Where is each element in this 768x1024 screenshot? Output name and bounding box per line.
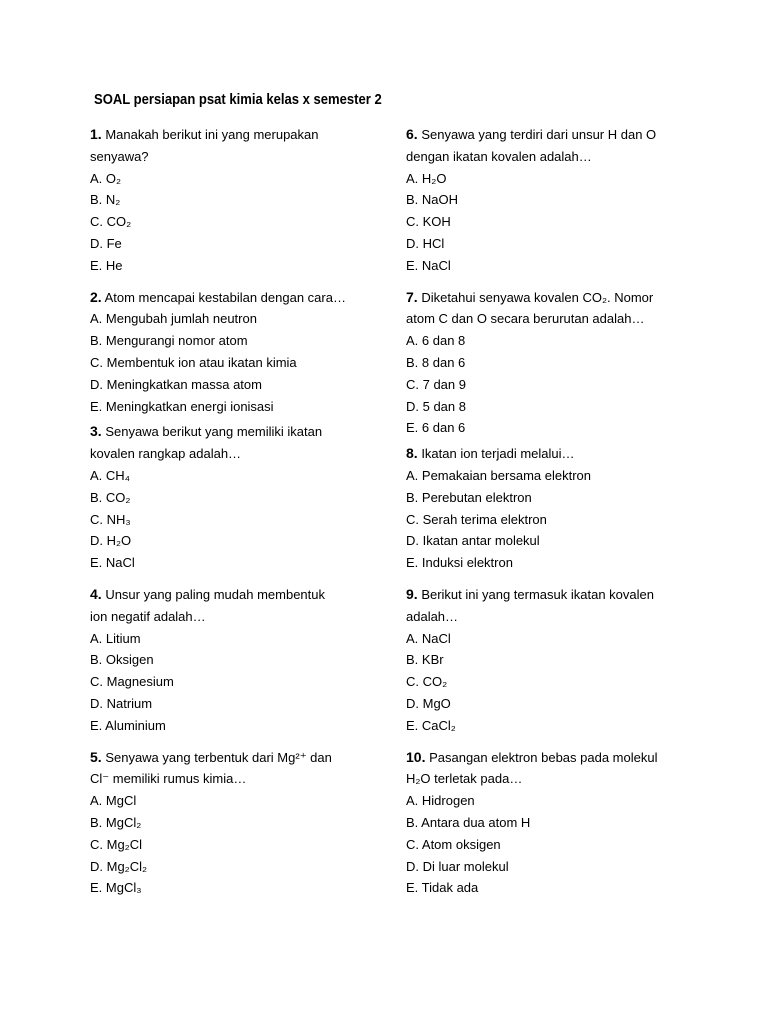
option-b: B. NaOH [406, 192, 459, 208]
option-d: D. Natrium [90, 695, 153, 711]
option-c: C. Magnesium [90, 674, 174, 690]
question-text: Berikut ini yang termasuk ikatan kovalen [421, 586, 654, 602]
option-e: E. CaCl₂ [406, 717, 456, 733]
option-e: E. NaCl [406, 257, 451, 273]
left-column [90, 124, 390, 909]
question-text: Senyawa yang terdiri dari unsur H dan O [421, 127, 657, 142]
option-c: C. Serah terima elektron [406, 511, 547, 527]
question-text-line [90, 747, 390, 769]
question-number: 6. [406, 126, 418, 142]
option-a: A. O₂ [90, 170, 122, 186]
question-1 [90, 124, 390, 277]
option-e: E. MgCl₃ [90, 880, 142, 896]
question-number: 4. [90, 585, 102, 602]
question-2 [90, 287, 390, 418]
document-title: SOAL persiapan psat kimia kelas x semester 2 [94, 92, 382, 108]
option-a: A. H₂O [406, 170, 447, 186]
option-b: B. CO₂ [90, 489, 131, 505]
option-a: A. Hidrogen [406, 793, 475, 809]
question-text: Manakah berikut ini yang merupakan [105, 127, 319, 142]
option-b: B. KBr [406, 652, 444, 668]
option-c: C. Membentuk ion atau ikatan kimia [90, 354, 297, 370]
question-text-line [90, 287, 390, 309]
question-text-line [90, 421, 390, 443]
option-c: C. Mg₂Cl [90, 836, 142, 852]
option-e: E. Tidak ada [406, 880, 479, 896]
question-number: 3. [90, 423, 102, 440]
question-text-line [90, 584, 390, 606]
option-d: D. Di luar molekul [406, 858, 509, 874]
option-b: B. Antara dua atom H [406, 814, 531, 830]
option-c: C. Atom oksigen [406, 836, 501, 852]
option-a: A. Mengubah jumlah neutron [90, 311, 257, 327]
question-4 [90, 584, 390, 737]
question-7 [406, 287, 706, 440]
question-10 [406, 747, 706, 900]
question-text: Unsur yang paling mudah membentuk [105, 586, 325, 602]
option-d: D. Meningkatkan massa atom [90, 376, 262, 392]
option-b: B. Mengurangi nomor atom [90, 333, 248, 349]
option-b: B. 8 dan 6 [406, 354, 466, 370]
question-number: 10. [406, 748, 426, 765]
option-b: B. Perebutan elektron [406, 489, 532, 505]
question-text-line [406, 287, 706, 309]
option-a: A. Pemakaian bersama elektron [406, 467, 591, 483]
question-6 [406, 124, 706, 277]
option-b: B. N₂ [90, 192, 121, 208]
option-e: E. NaCl [90, 555, 135, 571]
option-b: B. Oksigen [90, 652, 154, 668]
option-c: C. NH₃ [90, 511, 131, 527]
option-e: E. He [90, 257, 123, 273]
option-d: D. MgO [406, 695, 451, 711]
question-text-line [406, 443, 706, 465]
question-5 [90, 747, 390, 900]
option-d: D. 5 dan 8 [406, 398, 466, 414]
option-d: D. H₂O [90, 533, 132, 549]
question-text: Ikatan ion terjadi melalui… [421, 446, 575, 462]
right-column [406, 124, 706, 909]
question-text-line: H₂O terletak pada… [406, 771, 523, 787]
question-text-line: adalah… [406, 608, 459, 624]
option-c: C. CO₂ [90, 214, 132, 230]
option-e: E. 6 dan 6 [406, 420, 466, 436]
option-a: A. Litium [90, 630, 141, 646]
question-text: Senyawa yang terbentuk dari Mg²⁺ dan [105, 749, 332, 765]
option-d: D. HCl [406, 235, 445, 251]
question-number: 1. [90, 126, 102, 142]
question-text-line: Cl⁻ memiliki rumus kimia… [90, 771, 247, 787]
question-text-line: atom C dan O secara berurutan adalah… [406, 311, 645, 327]
question-text: Senyawa berikut yang memiliki ikatan [105, 424, 323, 440]
question-text-line: ion negatif adalah… [90, 608, 206, 624]
option-e: E. Induksi elektron [406, 555, 513, 571]
question-text-line: dengan ikatan kovalen adalah… [406, 148, 592, 164]
question-text-line [406, 584, 706, 606]
question-number: 7. [406, 288, 418, 305]
option-d: D. Ikatan antar molekul [406, 533, 540, 549]
option-d: D. Fe [90, 235, 122, 251]
question-9 [406, 584, 706, 737]
question-text-line: senyawa? [90, 148, 149, 164]
option-a: A. MgCl [90, 793, 137, 809]
option-c: C. KOH [406, 214, 451, 230]
option-b: B. MgCl₂ [90, 814, 142, 830]
question-3 [90, 421, 390, 574]
option-a: A. 6 dan 8 [406, 333, 466, 349]
option-c: C. CO₂ [406, 674, 448, 690]
option-e: E. Aluminium [90, 717, 166, 733]
question-text-line [406, 747, 706, 769]
question-text-line [90, 124, 390, 146]
question-number: 5. [90, 748, 102, 765]
question-number: 8. [406, 445, 418, 462]
option-d: D. Mg₂Cl₂ [90, 858, 148, 874]
option-e: E. Meningkatkan energi ionisasi [90, 398, 274, 414]
option-c: C. 7 dan 9 [406, 376, 466, 392]
option-a: A. CH₄ [90, 467, 130, 483]
question-text-line [406, 124, 706, 146]
question-text-line: kovalen rangkap adalah… [90, 446, 242, 462]
question-text: Pasangan elektron bebas pada molekul [429, 749, 658, 765]
question-number: 9. [406, 585, 418, 602]
question-text: Diketahui senyawa kovalen CO₂. Nomor [421, 289, 654, 305]
question-8 [406, 443, 706, 574]
question-text: Atom mencapai kestabilan dengan cara… [104, 289, 346, 305]
option-a: A. NaCl [406, 630, 451, 646]
question-number: 2. [90, 288, 102, 305]
